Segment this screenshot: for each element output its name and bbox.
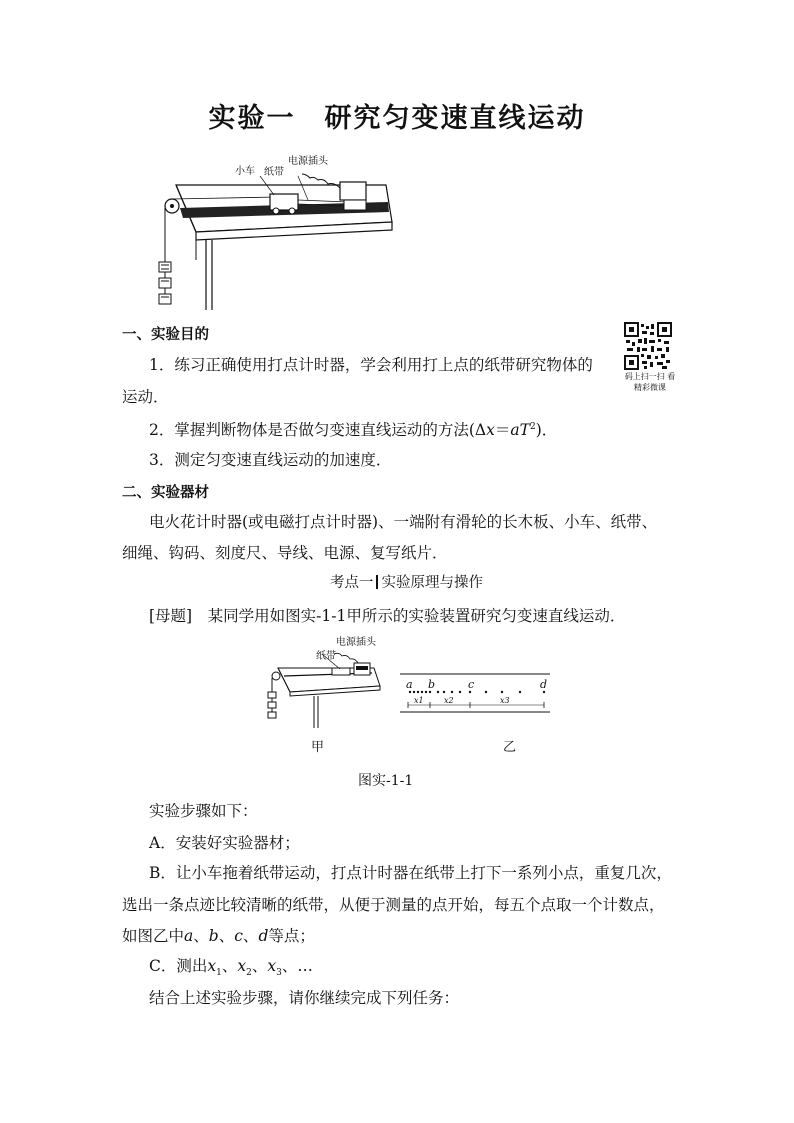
fig2-caption: 图实-1-1	[358, 773, 414, 789]
seg-x1: x1	[414, 696, 424, 705]
fig2-label-tape: 纸带	[316, 651, 336, 662]
hook-weight-1	[159, 262, 171, 272]
point-c: c	[468, 678, 475, 691]
page-title: 实验一 研究匀变速直线运动	[208, 103, 586, 134]
section2-line1: 电火花计时器(或电磁打点计时器)、一端附有滑轮的长木板、小车、纸带、	[149, 513, 658, 531]
label-tape: 纸带	[264, 167, 284, 178]
section1-heading: 一、实验目的	[122, 327, 209, 343]
timer	[340, 182, 366, 200]
steps-final: 结合上述实验步骤，请你继续完成下列任务：	[149, 989, 460, 1007]
qr-code-icon[interactable]	[624, 322, 672, 370]
tape-figure-yi	[400, 672, 552, 714]
seg-x3: x3	[500, 696, 510, 705]
hook-weight-3	[159, 294, 171, 304]
section1-item1-line1: 1．练习正确使用打点计时器，学会利用打上点的纸带研究物体的	[149, 356, 593, 374]
tape-dots	[409, 691, 545, 693]
mother-problem: [母题] 某同学用如图实-1-1甲所示的实验装置研究匀变速直线运动．	[149, 607, 626, 625]
label-plug: 电源插头	[288, 156, 328, 167]
fig2-yi-label: 乙	[503, 740, 517, 755]
kaodian-header: 考点一 实验原理与操作	[330, 575, 483, 591]
car	[270, 194, 298, 210]
point-d: d	[540, 678, 548, 691]
label-car: 小车	[235, 166, 255, 177]
point-b: b	[428, 678, 436, 691]
step-b-line2: 选出一条点迹比较清晰的纸带，从便于测量的点开始，每五个点取一个计数点，	[122, 896, 665, 914]
section1-item3: 3．测定匀变速直线运动的加速度．	[149, 451, 392, 469]
seg-x2: x2	[444, 696, 454, 705]
step-c: C．测出$x_1$、$x_2$、$x_3$、…	[149, 957, 313, 979]
steps-intro: 实验步骤如下：	[149, 802, 258, 820]
step-b-line1: B．让小车拖着纸带运动，打点计时器在纸带上打下一系列小点，重复几次，	[149, 864, 672, 882]
point-a: a	[406, 678, 413, 691]
section1-item2: 2．掌握判断物体是否做匀变速直线运动的方法$(\Delta x=aT^2)$．	[149, 421, 558, 440]
step-b-line3: 如图乙中a、b、c、d等点；	[122, 927, 315, 945]
step-a: A．安装好实验器材；	[149, 834, 300, 852]
section2-heading: 二、实验器材	[122, 485, 209, 501]
fig2-label-plug: 电源插头	[336, 637, 376, 648]
section1-item1-line2: 运动．	[122, 388, 169, 406]
section2-line2: 细绳、钩码、刻度尺、导线、电源、复写纸片．	[122, 544, 448, 562]
hook-weight-2	[159, 278, 171, 288]
fig2-jia-label: 甲	[311, 740, 325, 755]
qr-caption: 码上扫一扫 看精彩微课	[624, 372, 676, 392]
